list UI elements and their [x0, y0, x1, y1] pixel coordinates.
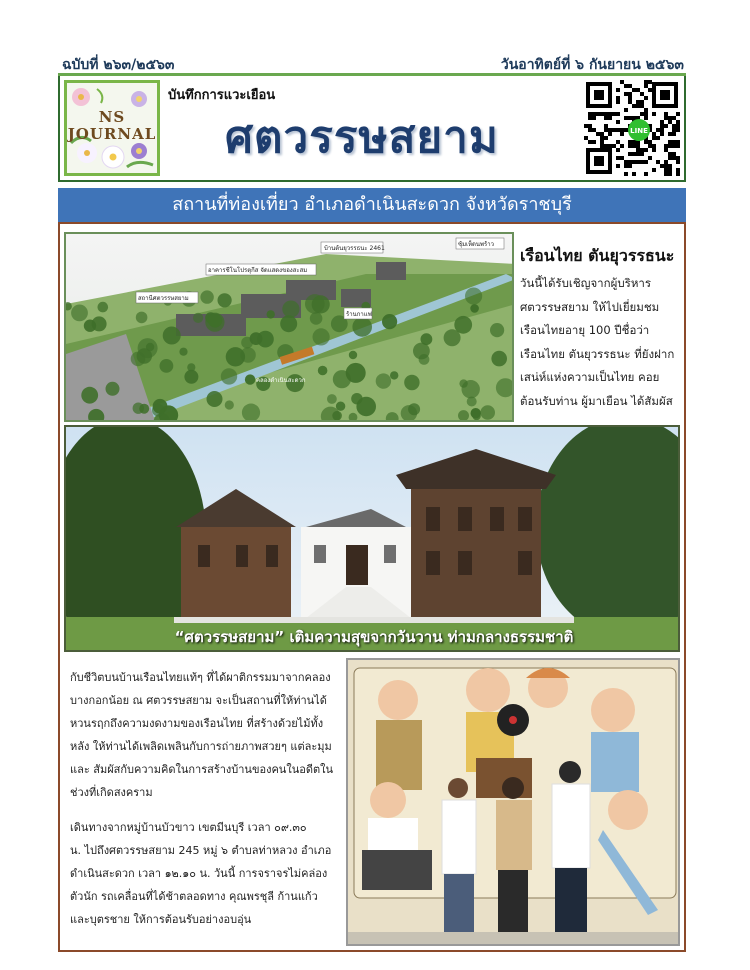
body-line: กับชีวิตบนบ้านเรือนไทยแท้ๆ ที่ได้ผาติกรรมมาจากคลอง: [70, 671, 331, 684]
body-line: ดำเนินสะดวก เวลา ๑๒.๑๐ น. วันนี้ การจราจรไม่คล่อง: [70, 867, 328, 880]
side-line: ศตวรรษสยาม ให้ไปเยี่ยมชม: [520, 299, 660, 314]
masthead-title: ศตวรรษสยาม: [225, 112, 499, 163]
masthead-rule: [58, 73, 686, 76]
qr-pattern: [584, 80, 680, 176]
house-illustration: [66, 427, 680, 652]
body-line: บางกอกน้อย ณ ศตวรรษสยาม จะเป็นสถานที่ให้ท่านได้: [70, 694, 327, 707]
qr-code-icon[interactable]: [584, 80, 680, 176]
visitors-photo: [346, 658, 680, 946]
issue-number: ฉบับที่ ๒๖๓/๒๕๖๓: [62, 57, 175, 73]
body-line: และ สัมผัสกับความคิดในการสร้างบ้านของคนในอดีตใน: [70, 763, 334, 776]
side-line: ต้อนรับท่าน ผู้มาเยือน ได้สัมผัส: [520, 393, 673, 408]
body-line: น. ไปถึงศตวรรษสยาม 245 หมู่ ๖ ตำบลท่าหลวง อำเภอ: [70, 844, 332, 857]
section-heading: สถานที่ท่องเที่ยว อำเภอดำเนินสะดวก จังหวัดราชบุรี: [58, 188, 686, 222]
body-line: ตัวนัก รถเคลื่อนที่ได้ช้าตลอดทาง คุณพรชุลี ก้านแก้ว: [70, 890, 318, 903]
house-photo-caption: “ศตวรรษสยาม” เติมความสุขจากวันวาน ท่ามกลางธรรมชาติ: [174, 628, 574, 646]
map-label-sino: อาคารชีโนโปรตุกีส จัดแสดงของสะสม: [208, 267, 308, 274]
masthead-subtitle: บันทึกการแวะเยือน: [168, 88, 276, 103]
aerial-illustration: [66, 234, 514, 422]
body-line: ช่วงที่เกิดสงคราม: [70, 786, 153, 799]
map-label-cafe: ร้านกาแฟ: [346, 311, 372, 318]
masthead: [58, 74, 686, 182]
thai-house-photo: [64, 425, 680, 652]
side-line: เรือนไทย ตันยุวรรธนะ ที่ยังฝาก: [520, 346, 675, 361]
map-label-station: สถานีศตวรรษสยาม: [138, 295, 189, 302]
issue-bar: [62, 52, 684, 74]
side-line: เรือนไทยอายุ 100 ปีชื่อว่า: [520, 323, 650, 337]
visitors-illustration: [348, 660, 680, 946]
map-label-house: บ้านต้นยุวรรธนะ 2461: [324, 245, 385, 252]
side-article-heading: เรือนไทย ตันยุวรรธนะ: [520, 246, 675, 265]
aerial-map-photo: [64, 232, 514, 422]
journal-logo: [64, 80, 160, 176]
issue-date: วันอาทิตย์ที่ ๖ กันยายน ๒๕๖๓: [500, 57, 684, 73]
body-line: เดินทางจากหมู่บ้านบัวขาว เขตมีนบุรี เวลา ๐๙.๓๐: [70, 821, 307, 834]
paragraph-gap: [70, 804, 342, 816]
body-line: หลัง ให้ท่านได้เพลิดเพลินกับการถ่ายภาพสวยๆ แต่ละมุม: [70, 740, 332, 753]
logo-text: NS JOURNAL: [67, 108, 157, 143]
map-label-canal: คลองดำเนินสะดวก: [256, 377, 306, 384]
line-badge: LINE: [630, 127, 648, 135]
side-line: เสน่ห์แห่งความเป็นไทย คอย: [520, 370, 660, 384]
body-text: [70, 666, 342, 931]
side-line: วันนี้ได้รับเชิญจากผู้บริหาร: [520, 276, 652, 290]
map-label-hut: ซุ้มเห็ดนพร้าว: [458, 241, 494, 248]
side-article-text: [520, 272, 678, 413]
body-line: หวนรฤกถึงความงดงามของเรือนไทย ที่สร้างด้วยไม้ทั้ง: [70, 717, 324, 730]
body-line: และบุตรชาย ให้การต้อนรับอย่างอบอุ่น: [70, 913, 252, 926]
